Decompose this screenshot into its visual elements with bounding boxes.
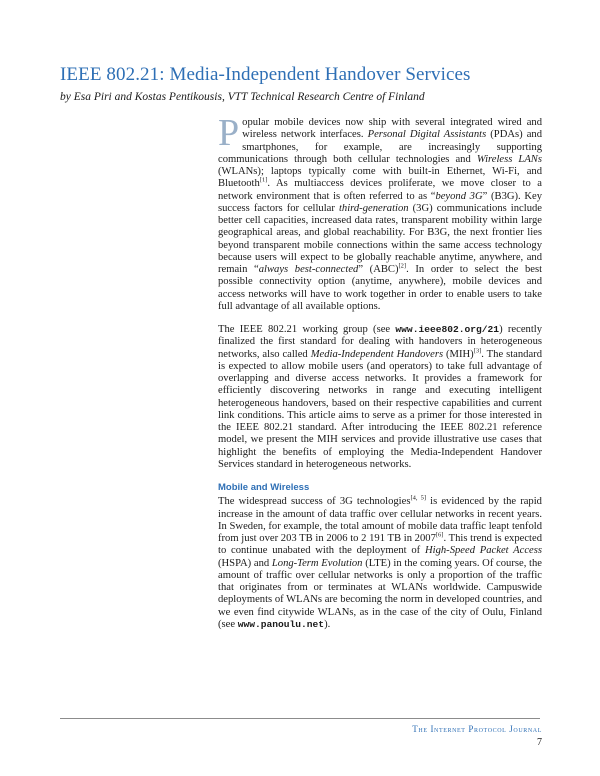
paragraph-3: The widespread success of 3G technologies[4, 5] is evidenced by the rapid increase in the amount of data traffic over cellular networks in recent years. In Sweden, for example, the total amount of mobile data traffic leapt tenfold from just over 203 TB in 2006 to 2 191 TB in 2007[6]. This trend is expected to continue unabated with the deployment of High-Speed Packet Access (HSPA) and Long-Term Evolution (LTE) in the coming years. Of course, the amount of traffic over cellular networks is only a proportion of the traffic that originates from or terminates at WLANs worldwide. Campuswide deployments of WLANs are becoming the norm in developed countries, and we even find citywide WLANs, as in the case of the city of Oulu, Finland (see www.panoulu.net). [218,494,542,630]
citation: [6] [435,531,444,539]
article-body [218,112,543,642]
section-heading: Mobile and Wireless [218,482,310,493]
link-ieee802[interactable]: www.ieee802.org/21 [395,324,500,335]
byline: by Esa Piri and Kostas Pentikousis, VTT Technical Research Centre of Finland [60,91,425,103]
drop-cap: P [218,112,240,154]
paragraph-2: The IEEE 802.21 working group (see www.ieee802.org/21) recently finalized the first standard for dealing with handovers in heterogeneous networks, also called Media-Independent Handovers (MIH)[3]. The standard is expected to allow mobile users (and operators) to take full advantage of overlapping and diverse access networks. It provides a framework for efficiently discovering networks in range and executing intelligent heterogeneous handovers, based on their respective capabilities and current link conditions. This article aims to serve as a primer for those interested in the IEEE 802.21 standard. After introducing the IEEE 802.21 reference model, we present the MIH services and provide illustrative use cases that highlight the benefits of employing the Media-Independent Handover Services standard in heterogeneous networks. [218,324,543,470]
journal-name: The Internet Protocol Journal [412,724,542,734]
link-panoulu[interactable]: www.panoulu.net [237,618,325,630]
citation: [1] [259,176,268,184]
citation: [3] [473,346,482,354]
article-title: IEEE 802.21: Media-Independent Handover Services [60,64,471,85]
citation: [2] [398,262,407,270]
intro-paragraph: Popular mobile devices now ship with several integrated wired and wireless network interfaces. Personal Digital Assistants (PDAs) and smartphones, for example, are increasingly supporting communications through both cellular technologies and Wireless LANs (WLANs); laptops typically come with built-in Ethernet, Wi-Fi, and Bluetooth[1]. As multiaccess devices proliferate, we move closer to a network environment that is often referred to as “beyond 3G” (B3G). Key success factors for cellular third-generation (3G) communications include better cell capacities, increased data rates, transparent mobility within large geographical areas, and global reachability. For B3G, the next frontier lies beyond transparent mobile connections within the same access technology because users will expect to be globally reachable anytime, anywhere, and remain “always best-connected” (ABC)[2]. In order to select the best possible connectivity option (anytime, anywhere), mobile devices and access networks will have to work together in order to enable users to take full advantage of all available options. [218,112,543,312]
page-number: 7 [537,737,542,748]
footer-rule [60,718,540,719]
citation: [4, 5] [410,494,427,502]
